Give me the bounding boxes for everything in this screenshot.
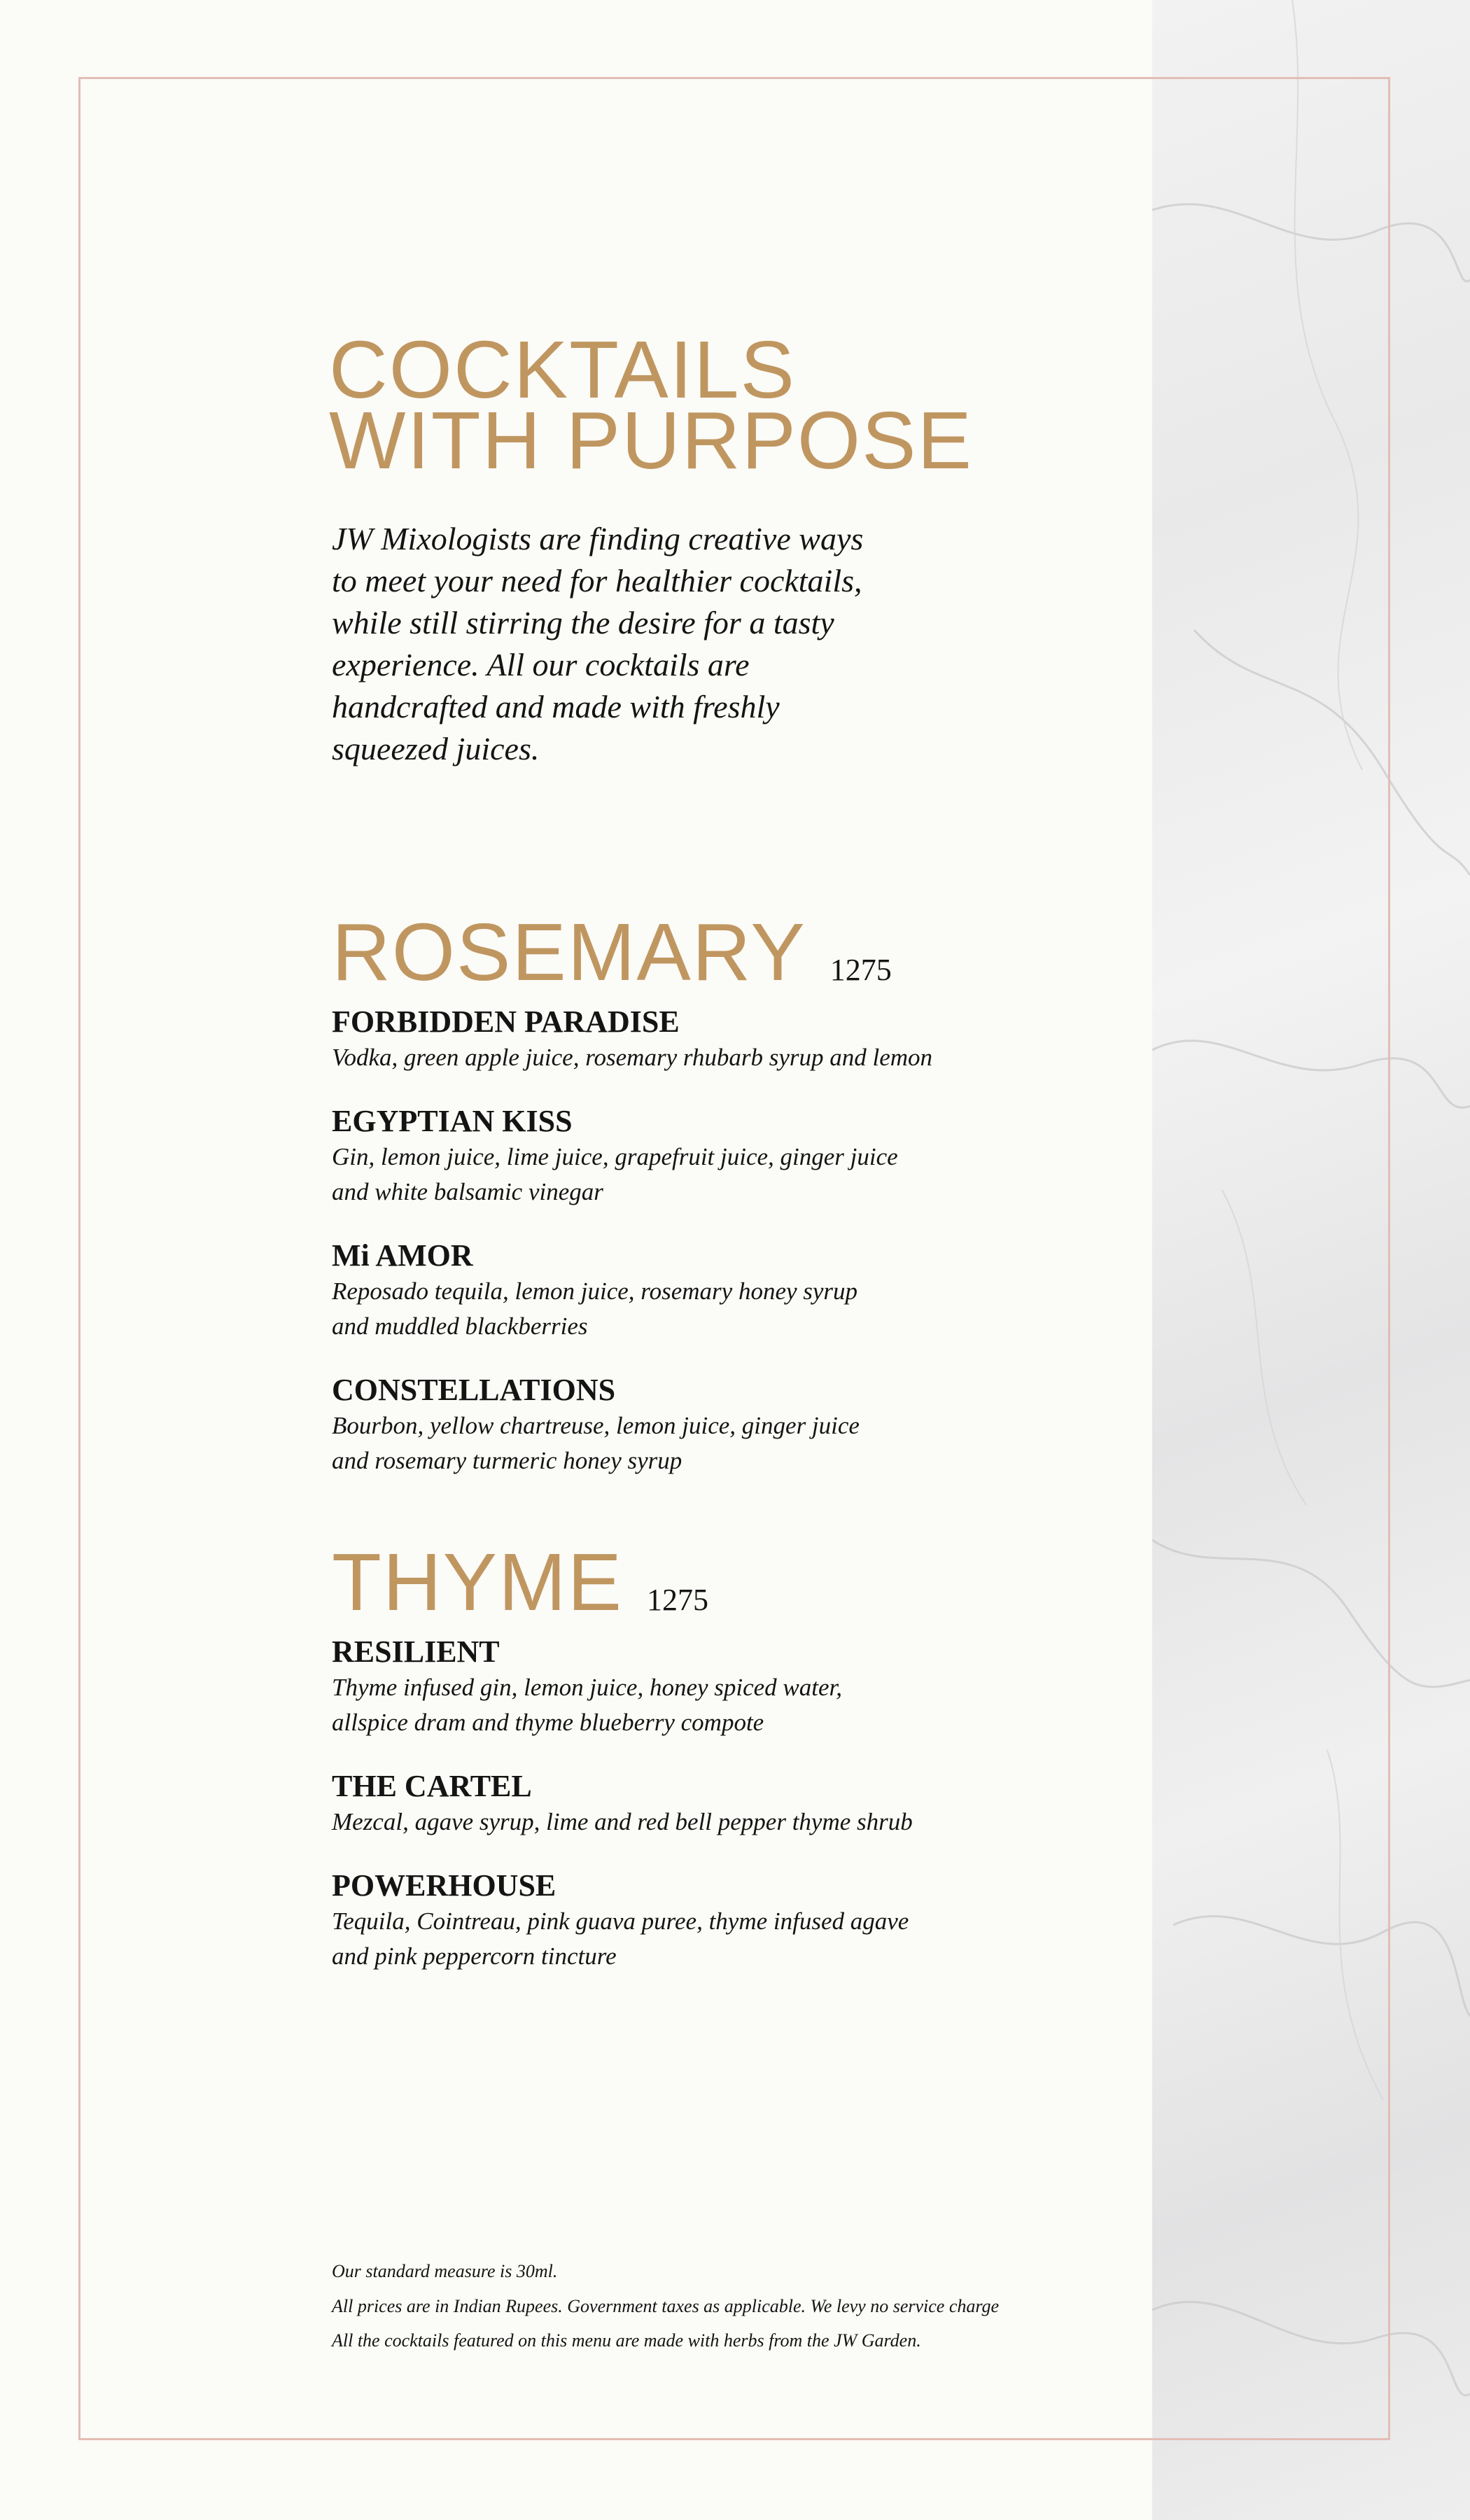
section-thyme — [332, 1536, 913, 1974]
item-description: Gin, lemon juice, lime juice, grapefruit juice, ginger juice — [332, 1143, 898, 1170]
title-line: WITH PURPOSE — [329, 395, 973, 486]
page-title — [329, 324, 973, 486]
item-name: FORBIDDEN PARADISE — [332, 1004, 680, 1039]
item-description: Reposado tequila, lemon juice, rosemary honey syrup — [332, 1278, 858, 1305]
intro-line: while still stirring the desire for a tasty — [332, 605, 834, 640]
section-title: ROSEMARY — [332, 906, 806, 997]
item-name: POWERHOUSE — [332, 1868, 556, 1903]
menu-item — [332, 1103, 932, 1210]
menu-item — [332, 1868, 913, 1974]
item-name: Mi AMOR — [332, 1238, 473, 1273]
footer-note: All prices are in Indian Rupees. Government taxes as applicable. We levy no service charge — [332, 2295, 1000, 2316]
intro-paragraph — [332, 518, 962, 770]
item-description: Vodka, green apple juice, rosemary rhubarb syrup and lemon — [332, 1044, 933, 1071]
footer-note: Our standard measure is 30ml. — [332, 2261, 558, 2281]
item-description: and muddled blackberries — [332, 1312, 588, 1340]
item-description: Thyme infused gin, lemon juice, honey spiced water, — [332, 1674, 843, 1701]
section-title: THYME — [332, 1536, 623, 1628]
footer-note: All the cocktails featured on this menu are made with herbs from the JW Garden. — [332, 2330, 921, 2351]
item-description: and pink peppercorn tincture — [332, 1942, 617, 1970]
item-description: Tequila, Cointreau, pink guava puree, thyme infused agave — [332, 1907, 909, 1935]
intro-line: handcrafted and made with freshly — [332, 689, 780, 724]
section-rosemary — [332, 906, 933, 1478]
item-description: and rosemary turmeric honey syrup — [332, 1447, 682, 1474]
item-name: RESILIENT — [332, 1634, 500, 1669]
item-name: CONSTELLATIONS — [332, 1373, 616, 1407]
footer-notes — [332, 2254, 999, 2358]
menu-item — [332, 1238, 932, 1344]
section-price: 1275 — [647, 1583, 708, 1617]
item-name: THE CARTEL — [332, 1769, 532, 1803]
section-header — [332, 1536, 913, 1628]
item-name: EGYPTIAN KISS — [332, 1104, 573, 1138]
section-price: 1275 — [830, 953, 892, 987]
menu-item — [332, 1768, 913, 1840]
menu-item — [332, 1004, 932, 1075]
title-line: COCKTAILS — [329, 324, 796, 415]
menu-item — [332, 1372, 932, 1478]
intro-line: JW Mixologists are finding creative ways — [332, 521, 864, 556]
menu-item — [332, 1634, 913, 1740]
item-description: and white balsamic vinegar — [332, 1178, 603, 1205]
intro-line: experience. All our cocktails are — [332, 647, 750, 682]
item-description: allspice dram and thyme blueberry compote — [332, 1709, 764, 1736]
section-header — [332, 906, 932, 997]
intro-line: squeezed juices. — [332, 731, 540, 766]
item-description: Bourbon, yellow chartreuse, lemon juice, ginger juice — [332, 1412, 860, 1439]
item-description: Mezcal, agave syrup, lime and red bell pepper thyme shrub — [332, 1808, 913, 1835]
intro-line: to meet your need for healthier cocktails, — [332, 563, 862, 598]
